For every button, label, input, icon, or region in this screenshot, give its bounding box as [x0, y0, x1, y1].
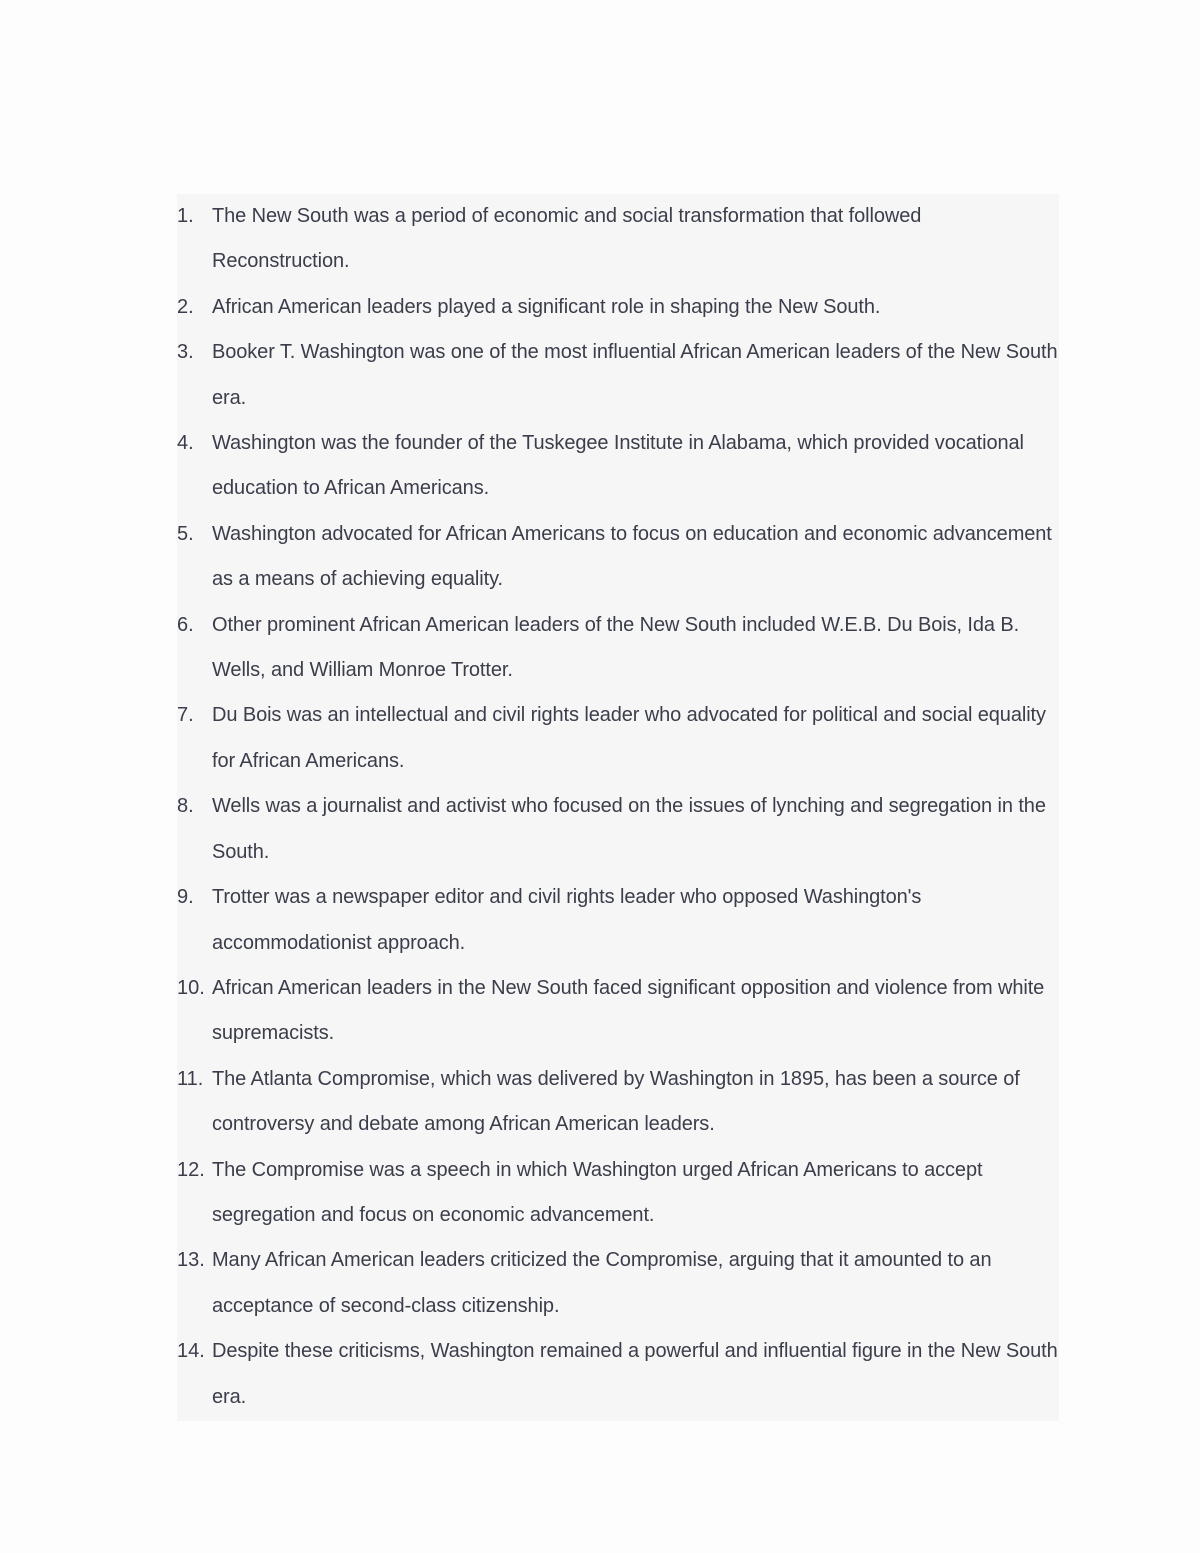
list-item-text: Many African American leaders criticized the Compromise, arguing that it amounted to an acceptance of second-class citizenship.	[212, 1249, 992, 1317]
list-item	[177, 512, 1059, 603]
list-item-number: 13.	[177, 1249, 205, 1272]
numbered-list-block	[177, 194, 1059, 1421]
list-item-number: 7.	[177, 704, 194, 727]
list-item	[177, 421, 1059, 512]
list-item-number: 10.	[177, 976, 205, 999]
list-item	[177, 693, 1059, 784]
list-item	[177, 194, 1059, 285]
list-item-text: Washington advocated for African Americans to focus on education and economic advancement as a means of achieving equality.	[212, 522, 1052, 591]
list-item-number: 14.	[177, 1340, 205, 1363]
list-item-number: 11.	[177, 1067, 204, 1090]
list-item-text: Du Bois was an intellectual and civil rights leader who advocated for political and social equality for African Americans.	[212, 704, 1046, 772]
list-item	[177, 285, 1059, 330]
list-item	[177, 875, 1059, 966]
list-item-text: Wells was a journalist and activist who focused on the issues of lynching and segregation in the South.	[212, 795, 1046, 863]
list-item	[177, 603, 1059, 694]
list-item-text: The New South was a period of economic and social transformation that followed Reconstruction.	[212, 205, 922, 273]
list-item-number: 2.	[177, 295, 194, 318]
list-item-text: The Atlanta Compromise, which was delivered by Washington in 1895, has been a source of controversy and debate among African American leaders.	[212, 1067, 1020, 1136]
list-item	[177, 1238, 1059, 1329]
list-item-text: African American leaders in the New South faced significant opposition and violence from white supremacists.	[212, 976, 1045, 1045]
list-item	[177, 966, 1059, 1057]
list-item	[177, 1329, 1059, 1420]
list-item-text: African American leaders played a significant role in shaping the New South.	[212, 295, 881, 318]
list-item	[177, 784, 1059, 875]
list-item-text: Trotter was a newspaper editor and civil rights leader who opposed Washington's accommodationist approach.	[212, 886, 922, 954]
list-item-number: 3.	[177, 341, 194, 364]
list-item-number: 1.	[177, 205, 194, 227]
list-item-number: 8.	[177, 795, 194, 818]
list-item	[177, 1148, 1059, 1239]
list-item-number: 5.	[177, 522, 194, 545]
list-item-number: 9.	[177, 886, 194, 909]
list-item	[177, 1057, 1059, 1148]
list-item-number: 4.	[177, 432, 194, 455]
list-item-text: Despite these criticisms, Washington remained a powerful and influential figure in the New South era.	[212, 1340, 1058, 1408]
list-item-text: Other prominent African American leaders of the New South included W.E.B. Du Bois, Ida B. Wells, and William Monroe Trotter.	[212, 613, 1020, 682]
list-item-text: The Compromise was a speech in which Washington urged African Americans to accept segregation and focus on economic advancement.	[212, 1158, 983, 1226]
list-item-text: Booker T. Washington was one of the most influential African American leaders of the New South era.	[212, 341, 1058, 409]
numbered-list	[177, 194, 1059, 1420]
list-item-text: Washington was the founder of the Tuskegee Institute in Alabama, which provided vocational education to African Americans.	[212, 432, 1024, 500]
list-item	[177, 330, 1059, 421]
list-item-number: 6.	[177, 613, 194, 636]
list-item-number: 12.	[177, 1158, 205, 1181]
